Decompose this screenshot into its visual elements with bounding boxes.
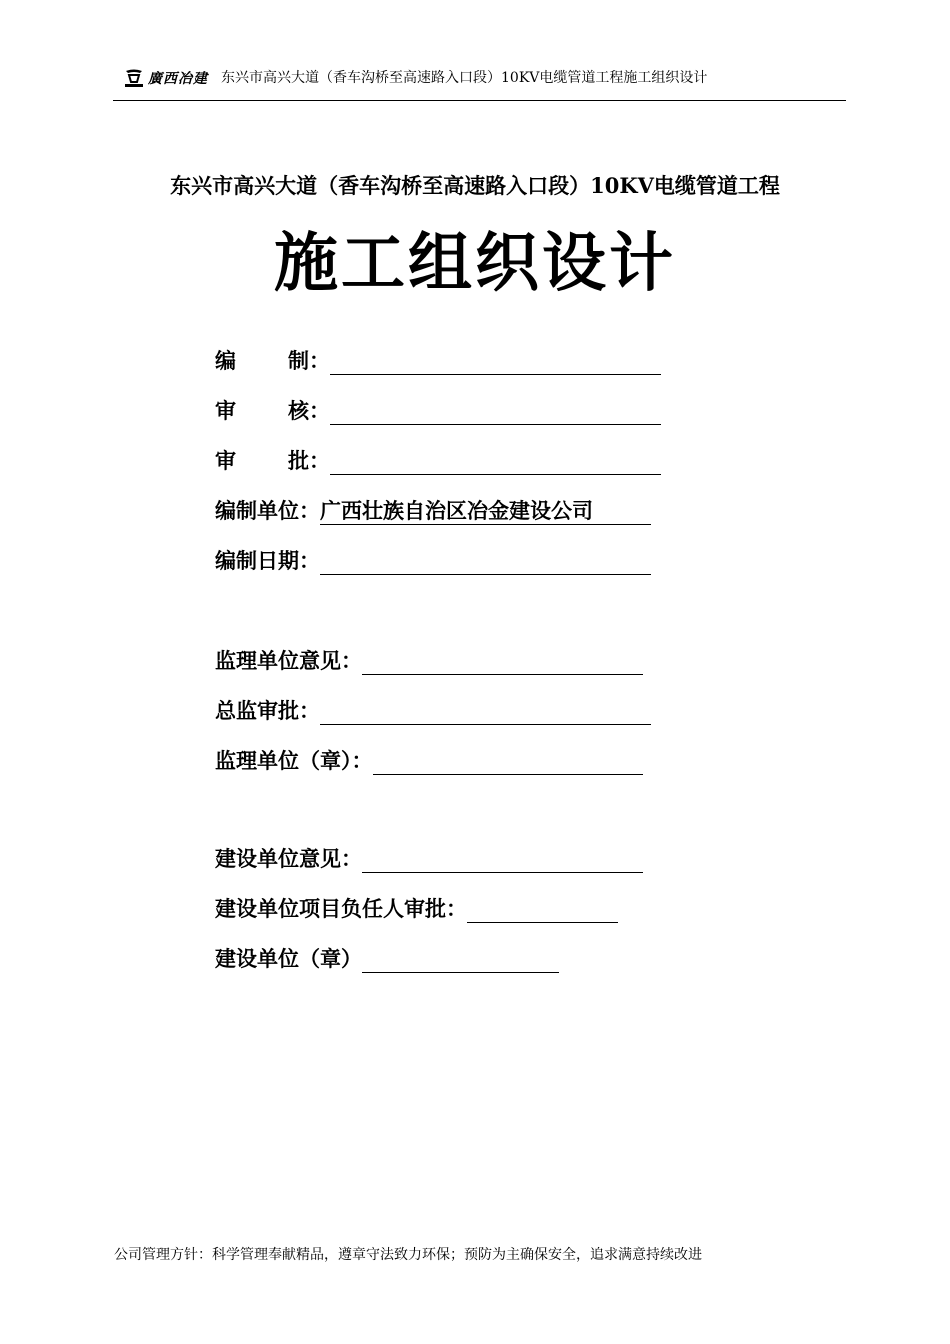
logo-mark-icon [123,67,145,89]
header-title: 东兴市高兴大道（香车沟桥至高速路入口段）10KV电缆管道工程施工组织设计 [221,70,708,86]
reviewed-by-label-second: 核： [288,398,330,423]
reviewed-by-field [215,395,661,425]
company-logo [123,66,208,90]
chief-supervisor-label: 总监审批： [215,698,320,723]
supervisor-opinion-field [215,645,643,675]
approved-by-field [215,445,661,475]
reviewed-by-label-first: 审 [215,398,236,423]
page-footer: 公司管理方针：科学管理奉献精品，遵章守法致力环保；预防为主确保安全，追求满意持续改进 [114,1247,702,1263]
compile-date-label: 编制日期： [215,548,320,573]
owner-seal-label: 建设单位（章） [215,946,362,971]
compiling-unit-field [215,495,651,525]
document-title: 施工组织设计 [274,226,676,301]
reviewed-by-line[interactable] [330,400,661,425]
owner-opinion-field [215,843,643,873]
supervisor-opinion-label: 监理单位意见： [215,648,362,673]
supervisor-seal-label: 监理单位（章）： [215,748,373,773]
approved-by-line[interactable] [330,450,661,475]
chief-supervisor-field [215,695,651,725]
compiled-by-line[interactable] [330,350,661,375]
owner-seal-field [215,943,559,973]
supervisor-seal-line[interactable] [373,750,643,775]
compiling-unit-label: 编制单位： [215,498,320,523]
compiling-unit-value: 广西壮族自治区冶金建设公司 [320,498,651,525]
owner-pm-approval-label: 建设单位项目负任人审批： [215,896,467,921]
supervisor-seal-field [215,745,643,775]
owner-seal-line[interactable] [362,948,559,973]
compiled-by-label-second: 制： [288,348,330,373]
compiled-by-field [215,345,661,375]
compile-date-field [215,545,651,575]
owner-opinion-label: 建设单位意见： [215,846,362,871]
logo-text: 廣西冶建 [148,71,208,87]
compiled-by-label-first: 编 [215,348,236,373]
compile-date-line[interactable] [320,550,651,575]
document-subtitle: 东兴市高兴大道（香车沟桥至高速路入口段）10KV电缆管道工程 [170,173,780,198]
approved-by-label-second: 批： [288,448,330,473]
supervisor-opinion-line[interactable] [362,650,643,675]
chief-supervisor-line[interactable] [320,700,651,725]
owner-pm-approval-line[interactable] [467,898,618,923]
owner-pm-approval-field [215,893,618,923]
owner-opinion-line[interactable] [362,848,643,873]
page-header [113,60,846,101]
approved-by-label-first: 审 [215,448,236,473]
